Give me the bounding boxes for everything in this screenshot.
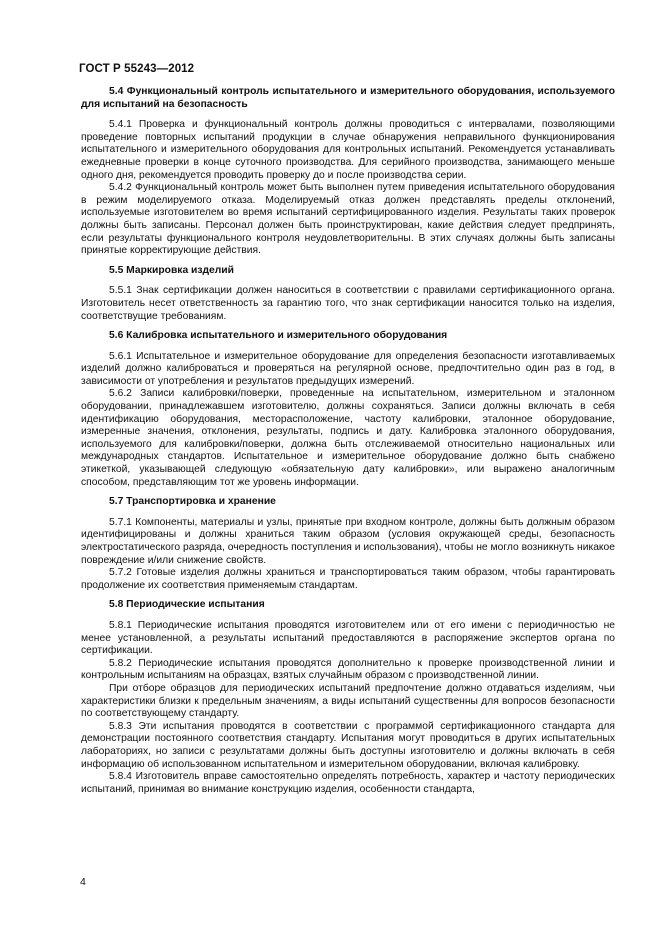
paragraph-5-4-1: 5.4.1 Проверка и функциональный контроль должны проводиться с интервалами, позволяющими проведение повторных испытаний продукции в случае обнаружения неправильного функционирования испытательного и измерительного оборудования для контрольных испытаний. Рекомендуется устанавливать ежедневные проверки в конце суточного производства. Для серийного производства, занимающего меньше одного дня, рекомендуется проводить проверку до и после производства серии. [81, 119, 615, 181]
section-heading-5-7: 5.7 Транспортировка и хранение [109, 496, 276, 508]
section-heading-5-8: 5.8 Периодические испытания [109, 599, 265, 611]
document-body [81, 86, 615, 796]
standard-header: ГОСТ Р 55243—2012 [79, 63, 195, 75]
paragraph-5-4-2: 5.4.2 Функциональный контроль может быть выполнен путем приведения испытательного оборудования в режим моделируемого отказа. Моделируемый отказ должен представлять пределы отклонений, используемые изготовителем во время испытаний сертифицированного изделия. Результаты таких проверок должны быть записаны. Персонал должен быть проинструктирован, какие действия следует предпринять, если результаты функционального контроля неудовлетворительны. В этих случаях должны быть записаны принятые корректирующие действия. [81, 182, 615, 257]
paragraph-5-7-1: 5.7.1 Компоненты, материалы и узлы, принятые при входном контроле, должны быть должным образом идентифицированы и должны храниться таким образом (условия окружающей среды, безопасность электростатического разряда, очередность поступления и использования), чтобы не могло возникнуть никакое повреждение и/или снижение свойств. [81, 516, 615, 566]
paragraph-5-8-2-continued: При отборе образцов для периодических испытаний предпочтение должно отдаваться изделиям, чьи характеристики близки к предельным значениям, а виды испытаний существенны для вопросов безопасности по соответствующему стандарту. [81, 682, 615, 720]
paragraph-5-8-2: 5.8.2 Периодические испытания проводятся дополнительно к проверке производственной линии и контрольным испытаниям на образцах, взятых случайным образом с производственной линии. [81, 657, 615, 682]
paragraph-5-8-3: 5.8.3 Эти испытания проводятся в соответствии с программой сертификационного стандарта для демонстрации постоянного соответствия стандарту. Испытания могут проводиться в других испытательных лабораториях, но записи с результатами должны быть доступны изготовителю и должны включать в себя информацию об использованном испытательном и измерительном оборудовании, включая калибровку. [81, 720, 615, 770]
paragraph-5-6-1: 5.6.1 Испытательное и измерительное оборудование для определения безопасности изготавливаемых изделий должно калиброваться и проверяться на регулярной основе, предпочтительно один раз в год, в зависимости от употребления и результатов предыдущих измерений. [81, 350, 615, 387]
paragraph-5-8-1: 5.8.1 Периодические испытания проводятся изготовителем или от его имени с периодичностью не менее установленной, а результаты испытаний предоставляются в распоряжение экспертов органа по сертификации. [81, 619, 615, 657]
section-heading-5-5: 5.5 Маркировка изделий [109, 264, 234, 276]
paragraph-5-6-2: 5.6.2 Записи калибровки/поверки, проведенные на испытательном, измерительном и эталонном оборудовании, принадлежавшем изготовителю, должны сохраняться. Записи должны включать в себя идентификацию оборудования, месторасположение, частоту калибровки, эталонное оборудование, измеренные значения, отклонения, результаты, подпись и дату. Калибровка эталонного оборудования, используемого для калибровки/поверки, должна быть отслеживаемой относительно национальных или международных стандартов. Испытательное и измерительное оборудование должно быть снабжено этикеткой, указывающей следующую «обязательную дату калибровки», или выражено аналогичным способом, представляющим тот же уровень информации. [81, 388, 615, 488]
page-number: 4 [80, 876, 86, 888]
paragraph-5-5-1: 5.5.1 Знак сертификации должен наноситься в соответствии с правилами сертификационного органа. Изготовитель несет ответственность за гарантию того, что знак сертификации наносится только на изделия, соответствущие требованиям. [81, 285, 615, 322]
paragraph-5-7-2: 5.7.2 Готовые изделия должны храниться и транспортироваться таким образом, чтобы гарантировать продолжение их соответствия применяемым стандартам. [81, 567, 615, 591]
section-heading-5-6: 5.6 Калибровка испытательного и измерительного оборудования [109, 330, 448, 342]
section-heading-5-4: 5.4 Функциональный контроль испытательного и измерительного оборудования, используемого для испытаний на безопасность [81, 86, 615, 110]
paragraph-5-8-4: 5.8.4 Изготовитель вправе самостоятельно определять потребность, характер и частоту периодических испытаний, принимая во внимание конструкцию изделия, особенности стандарта, [81, 771, 615, 795]
